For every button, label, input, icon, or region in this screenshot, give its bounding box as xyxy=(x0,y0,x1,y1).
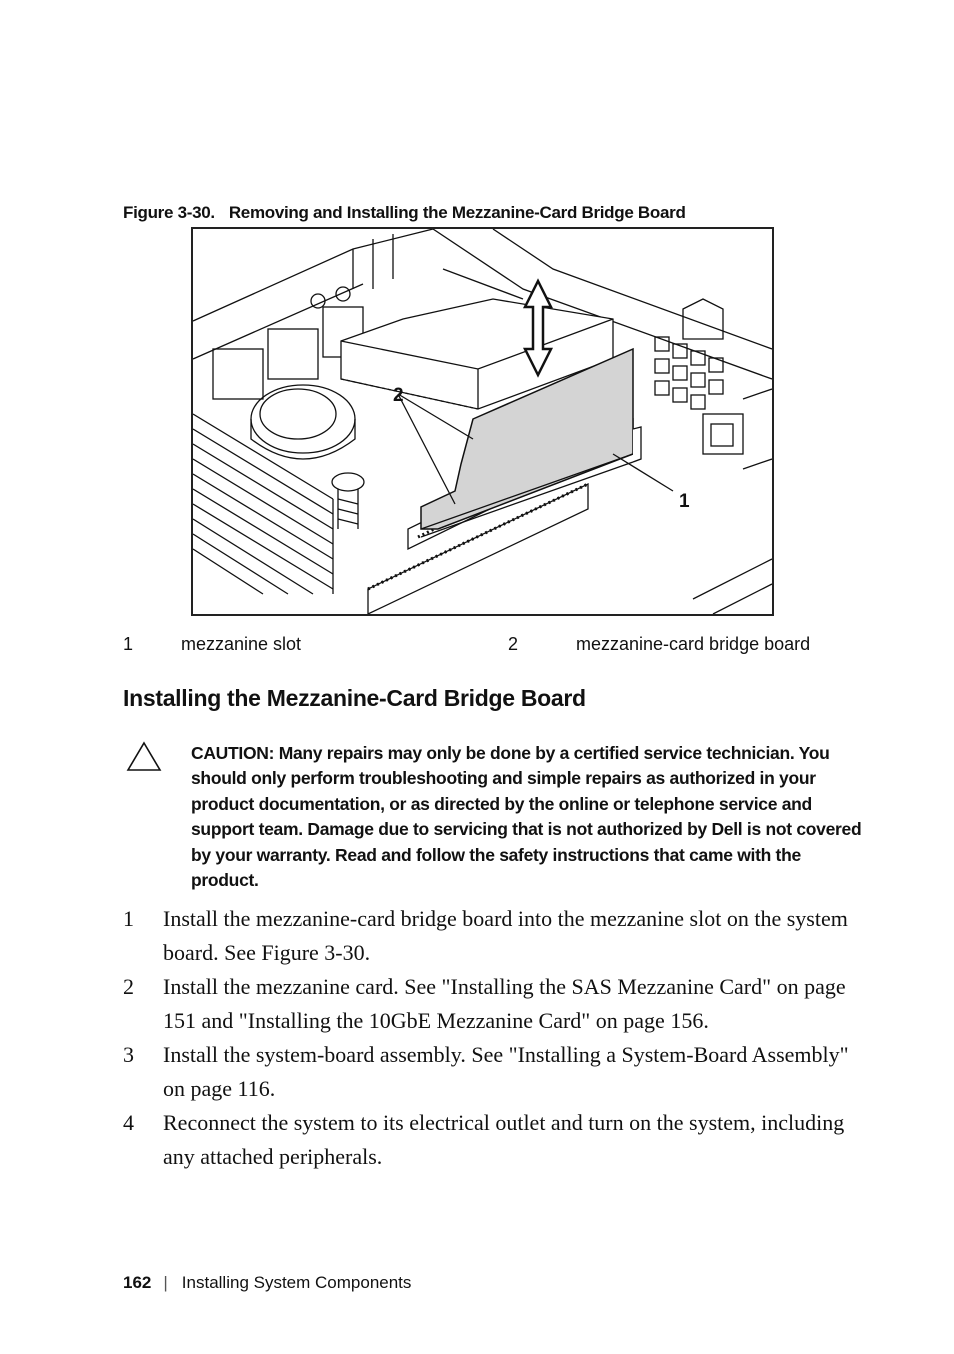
step-number: 4 xyxy=(123,1110,134,1135)
rear-vents xyxy=(655,299,772,614)
legend-label-2: mezzanine-card bridge board xyxy=(576,634,811,654)
callout-2: 2 xyxy=(393,385,404,406)
figure-caption xyxy=(123,203,686,223)
legend-label-1: mezzanine slot xyxy=(181,634,302,654)
caution-text: CAUTION: Many repairs may only be done by a certified service technician. You should only perform troubleshooting and simple repairs as authorized in your product documentation, or as directed by the online or telephone service and support team. Damage due to servicing that is not authorized by Dell is not covered by your warranty. Read and follow the safety instructions that came with the product. xyxy=(191,743,862,891)
step-text: Install the mezzanine card. See "Installing the SAS Mezzanine Card" on page 151 and "Installing the 10GbE Mezzanine Card" on page 156. xyxy=(163,974,846,1033)
step-item xyxy=(123,970,863,1038)
legend-number-2: 2 xyxy=(508,634,519,654)
section-title: Installing the Mezzanine-Card Bridge Board xyxy=(123,685,586,711)
footer-separator: | xyxy=(163,1273,168,1292)
step-text: Install the mezzanine-card bridge board into the mezzanine slot on the system board. See Figure 3-30. xyxy=(163,906,848,965)
step-number: 2 xyxy=(123,974,134,999)
battery-holder xyxy=(251,385,355,459)
steps-list xyxy=(123,902,863,1174)
step-item xyxy=(123,902,863,970)
page-number: 162 xyxy=(123,1273,152,1292)
step-number: 1 xyxy=(123,906,134,931)
caution-triangle-icon xyxy=(125,740,163,772)
figure-title: Removing and Installing the Mezzanine-Card Bridge Board xyxy=(228,203,686,222)
figure-number: Figure 3-30. xyxy=(123,203,215,222)
step-item xyxy=(123,1106,863,1174)
legend-number-1: 1 xyxy=(123,634,134,654)
step-number: 3 xyxy=(123,1042,134,1067)
footer-section: Installing System Components xyxy=(181,1273,412,1292)
figure-illustration xyxy=(191,227,774,616)
step-item xyxy=(123,1038,863,1106)
step-text: Install the system-board assembly. See "Installing a System-Board Assembly" on page 116. xyxy=(163,1042,849,1101)
page-footer xyxy=(123,1273,411,1293)
step-text: Reconnect the system to its electrical outlet and turn on the system, including any attached peripherals. xyxy=(163,1110,845,1169)
callout-1: 1 xyxy=(679,491,690,512)
screw xyxy=(332,473,364,529)
